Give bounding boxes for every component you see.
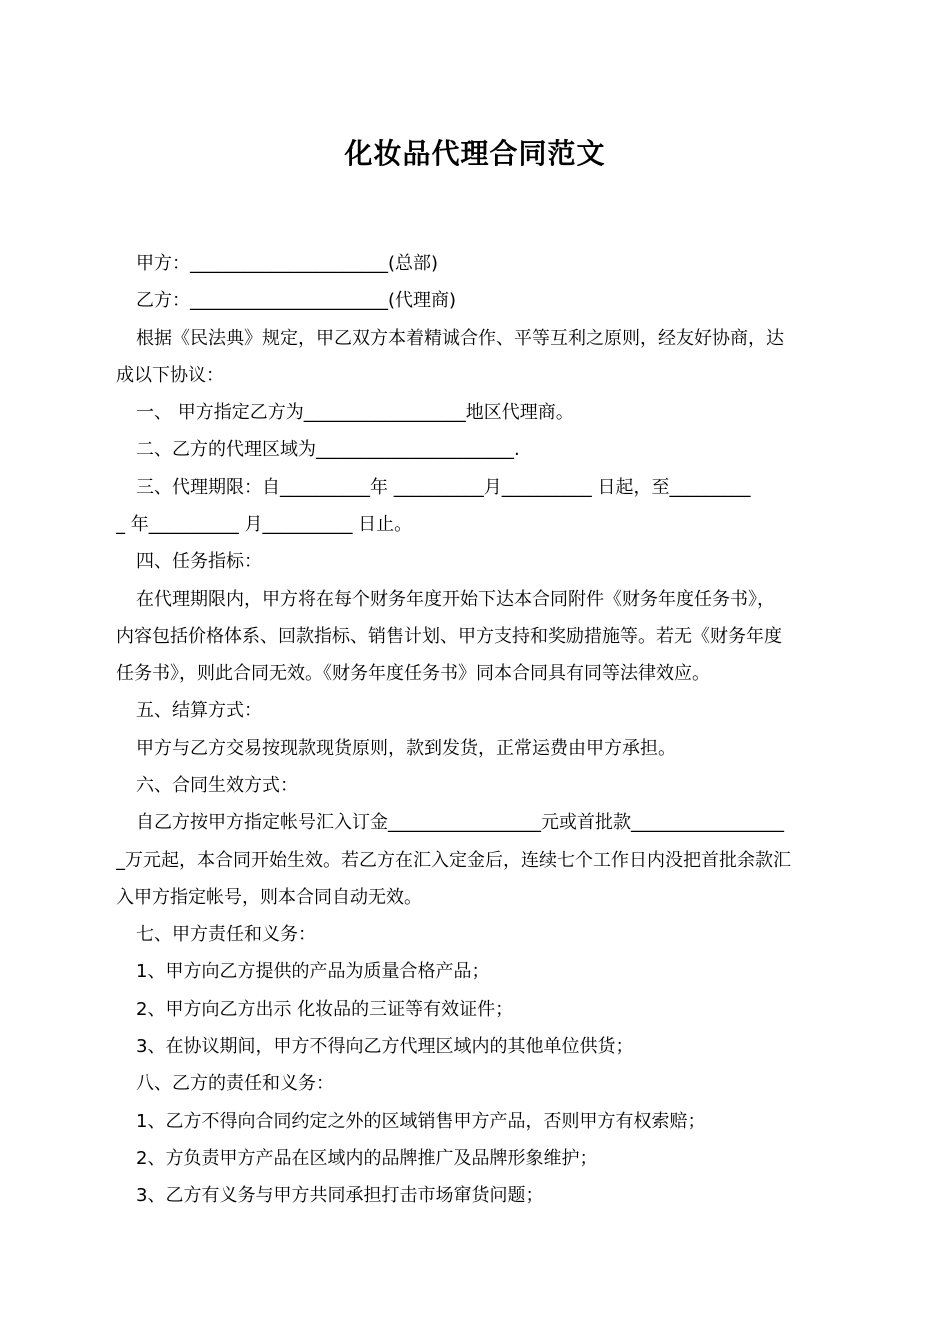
clause-6-heading: 六、合同生效方式： xyxy=(136,775,298,796)
preamble-line-2: 成以下协议： xyxy=(116,365,224,386)
clause-5-heading: 五、结算方式： xyxy=(136,700,262,721)
clause-8-item-1: 1、乙方不得向合同约定之外的区域销售甲方产品，否则甲方有权索赔； xyxy=(136,1111,706,1132)
clause-4-body-3: 任务书》，则此合同无效。《财务年度任务书》同本合同具有同等法律效应。 xyxy=(116,663,710,684)
party-a-line: 甲方：______________________(总部) xyxy=(136,253,439,274)
clause-7-item-1: 1、甲方向乙方提供的产品为质量合格产品； xyxy=(136,961,490,982)
clause-6-body-3: 入甲方指定帐号，则本合同自动无效。 xyxy=(116,887,422,908)
clause-7-item-2: 2、甲方向乙方出示 化妆品的三证等有效证件； xyxy=(136,999,514,1020)
clause-6-body-2: _万元起，本合同开始生效。若乙方在汇入定金后，连续七个工作日内没把首批余款汇 xyxy=(116,850,791,871)
clause-4-body-1: 在代理期限内，甲方将在每个财务年度开始下达本合同附件《财务年度任务书》， xyxy=(136,589,775,610)
clause-4-body-2: 内容包括价格体系、回款指标、销售计划、甲方支持和奖励措施等。若无《财务年度 xyxy=(116,626,782,647)
clause-8-item-3: 3、乙方有义务与甲方共同承担打击市场窜货问题； xyxy=(136,1185,544,1206)
clause-7-heading: 七、甲方责任和义务： xyxy=(136,924,316,945)
clause-7-item-3: 3、在协议期间，甲方不得向乙方代理区域内的其他单位供货； xyxy=(136,1036,634,1057)
clause-5-body: 甲方与乙方交易按现款现货原则，款到发货，正常运费由甲方承担。 xyxy=(136,738,676,759)
party-b-line: 乙方：______________________(代理商) xyxy=(136,290,457,311)
clause-2: 二、乙方的代理区域为______________________. xyxy=(136,439,520,460)
clause-3-line-2: _ 年__________ 月__________ 日止。 xyxy=(116,514,413,535)
clause-8-item-2: 2、方负责甲方产品在区域内的品牌推广及品牌形象维护； xyxy=(136,1148,598,1169)
clause-1: 一、 甲方指定乙方为__________________地区代理商。 xyxy=(136,402,574,423)
clause-8-heading: 八、乙方的责任和义务： xyxy=(136,1073,334,1094)
preamble-line-1: 根据《民法典》规定，甲乙双方本着精诚合作、平等互利之原则，经友好协商，达 xyxy=(136,328,784,349)
page-title: 化妆品代理合同范文 xyxy=(344,137,606,170)
clause-6-body-1: 自乙方按甲方指定帐号汇入订金_________________元或首批款_________________ xyxy=(136,812,784,833)
clause-3-line-1: 三、代理期限：自__________年 __________月__________ 日起，至_________ xyxy=(136,477,751,498)
clause-4-heading: 四、任务指标： xyxy=(136,551,262,572)
